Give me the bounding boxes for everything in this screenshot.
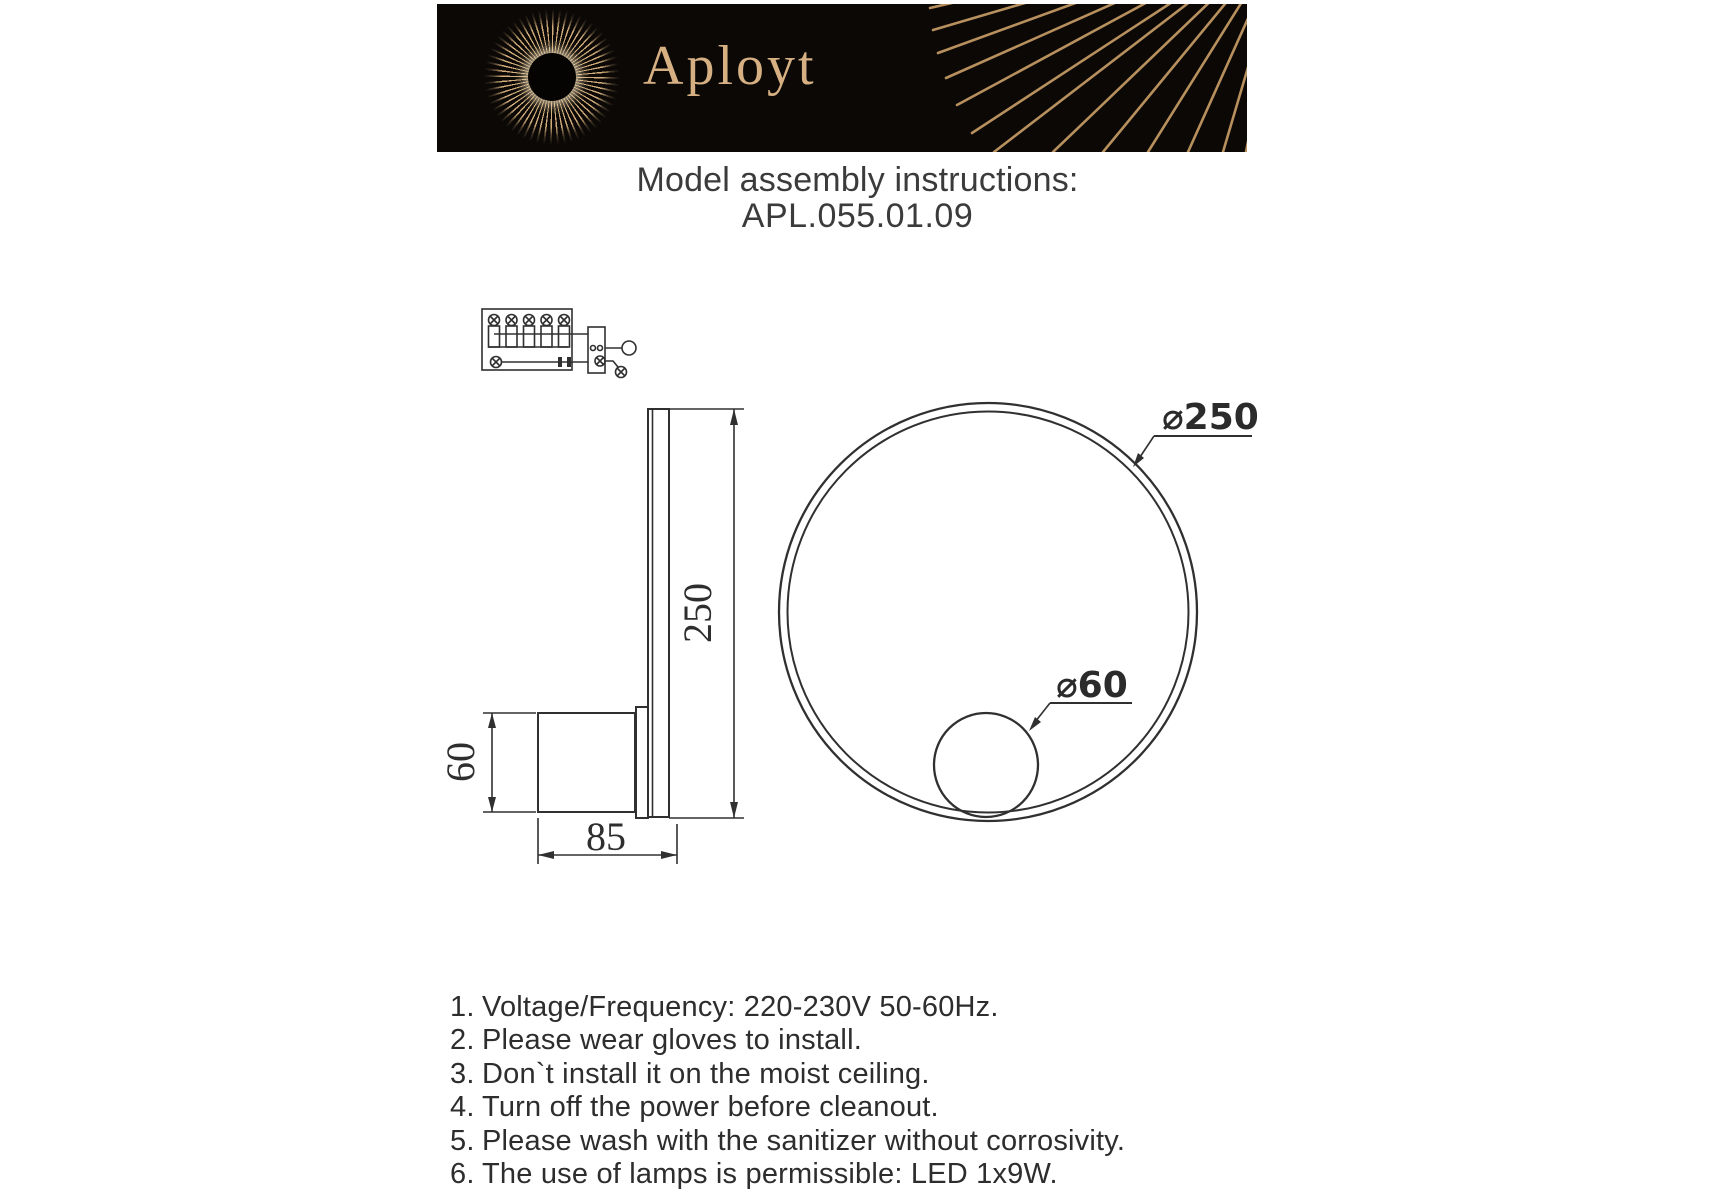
list-text: Voltage/Frequency: 220-230V 50-60Hz. [482,991,999,1023]
wall-base [538,713,635,812]
mount-plate [636,707,648,818]
dimension-85 [538,814,677,864]
screw-icon [595,356,605,366]
list-item [450,991,1125,1024]
list-number: 5. [450,1124,475,1157]
brand-banner [437,4,1247,152]
sunburst-logo-icon [484,9,620,145]
wire-loop-icon [622,341,636,355]
sunburst-core [528,53,576,101]
list-number: 6. [450,1158,475,1191]
list-item [450,1058,1125,1091]
ring-inner-circle [788,412,1189,813]
dia-250-label: ⌀250 [1162,397,1259,438]
list-item [450,1158,1125,1191]
model-number: APL.055.01.09 [741,197,974,235]
list-text: Don`t install it on the moist ceiling. [482,1057,930,1090]
list-item [450,1024,1125,1057]
screw-icon [616,367,627,378]
front-view [779,397,1259,821]
list-item [450,1125,1125,1158]
decorative-rays-icon [917,4,1247,152]
list-number: 3. [450,1057,475,1090]
label-dia-60 [1029,665,1132,731]
page-title: Model assembly instructions: [636,161,1079,199]
ball-circle [934,713,1038,817]
list-text: Turn off the power before cleanout. [482,1091,939,1124]
list-text: Please wear gloves to install. [482,1024,862,1057]
list-text: Please wash with the sanitizer without corrosivity. [482,1124,1126,1157]
dim-250-label: 250 [675,583,720,643]
dimension-60 [438,713,536,812]
list-number: 2. [450,1024,475,1057]
dim-60-label: 60 [438,742,483,782]
dimension-250 [669,409,744,818]
list-number: 1. [450,991,475,1023]
ground-screw-icon [491,357,502,368]
terminal-screws-icon [489,315,570,348]
dim-85-label: 85 [586,814,626,859]
instruction-list [450,991,1125,1191]
technical-drawing [430,270,1290,890]
list-item [450,1091,1125,1124]
ring-edge-profile [648,409,669,817]
side-view [438,409,744,864]
wiring-diagram [482,309,636,378]
list-number: 4. [450,1091,475,1124]
dia-60-label: ⌀60 [1056,665,1128,706]
label-dia-250 [1133,397,1259,467]
list-text: The use of lamps is permissible: LED 1x9W. [482,1158,1058,1191]
brand-name: Aployt [643,35,817,97]
